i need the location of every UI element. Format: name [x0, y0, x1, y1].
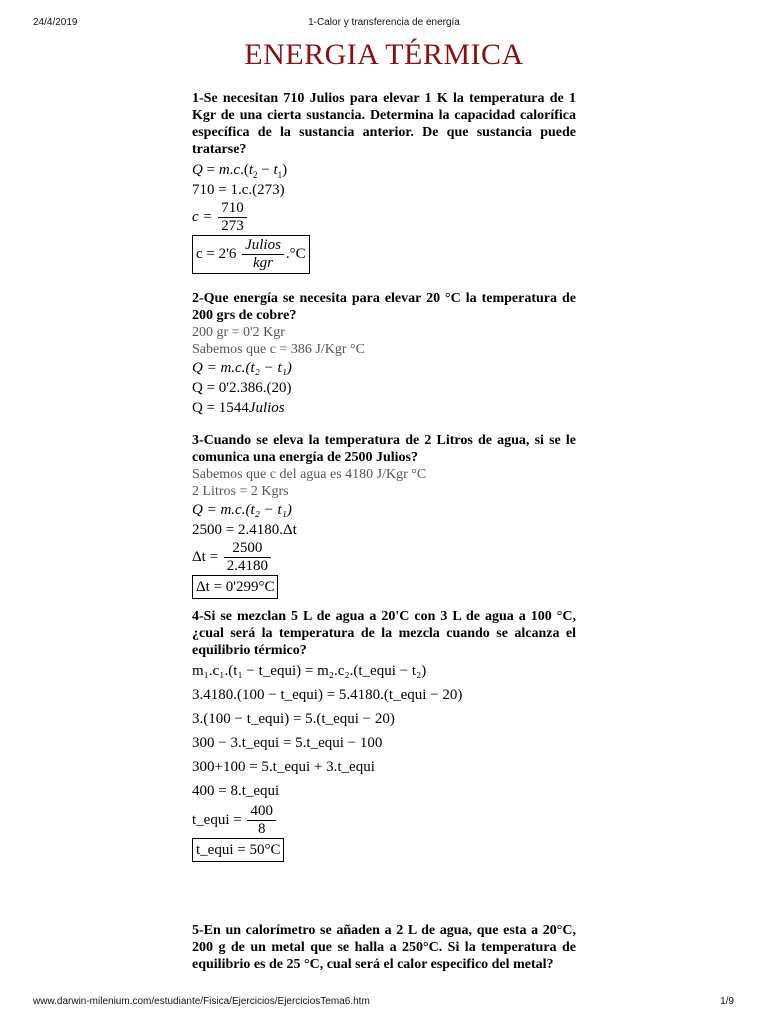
problem-1-eq4-numerator: Julios: [242, 237, 284, 255]
problem-3-result-box: Δt = 0'299°C: [192, 575, 278, 599]
problem-3-eq4: [192, 575, 576, 599]
problem-4-eq5: 300+100 = 5.t_equi + 3.t_equi: [192, 759, 375, 775]
problem-4: [192, 608, 576, 862]
problem-3-eq3: [192, 540, 576, 575]
problem-4-result-box: t_equi = 50°C: [192, 838, 284, 862]
problem-1-eq3-numerator: 710: [218, 200, 247, 218]
problem-2-eq3-unit: Julios: [248, 400, 285, 416]
problem-1-eq3-lhs: c =: [192, 208, 213, 225]
problem-2-note-c: Sabemos que c = 386 J/Kgr °C: [192, 342, 365, 357]
print-title: 1-Calor y transferencia de energía: [308, 17, 460, 28]
problem-4-eq7-numerator: 400: [247, 803, 276, 821]
problem-3-eq2: 2500 = 2.4180.Δt: [192, 522, 297, 538]
print-url: www.darwin-milenium.com/estudiante/Fisica/Ejercicios/EjerciciosTema6.htm: [33, 996, 370, 1007]
problem-3-eq3-lhs: Δt =: [192, 548, 219, 565]
problem-1-eq4-tail: .°C: [285, 245, 306, 262]
problem-3-note-mass: 2 Litros = 2 Kgrs: [192, 484, 289, 499]
problem-4-eq2: 3.4180.(100 − t_equi) = 5.4180.(t_equi − 20): [192, 687, 463, 703]
problem-1-eq2: 710 = 1.c.(273): [192, 182, 285, 198]
problem-4-eq6: 400 = 8.t_equi: [192, 783, 280, 799]
print-page-number: 1/9: [720, 996, 734, 1007]
problem-4-eq7: [192, 803, 576, 838]
problem-1: [192, 90, 576, 274]
problem-5: [192, 922, 576, 973]
problem-2-eq2: Q = 0'2.386.(20): [192, 380, 292, 396]
problem-3-note-c: Sabemos que c del agua es 4180 J/Kgr °C: [192, 467, 427, 482]
problem-1-result-box: [192, 235, 310, 274]
problem-3-eq3-numerator: 2500: [224, 540, 271, 558]
problem-2-question: 2-Que energía se necesita para elevar 20 °C la temperatura de 200 grs de cobre?: [192, 291, 576, 323]
problem-1-equations: [192, 160, 576, 274]
problem-2-eq1: Q = m.c.(t₂ − t₁): [192, 360, 292, 376]
problem-1-eq3: [192, 200, 576, 235]
page-title: ENERGIA TÉRMICA: [244, 38, 524, 71]
problem-2: [192, 290, 576, 418]
problem-4-eq1: m₁.c₁.(t₁ − t_equi) = m₂.c₂.(t_equi − t₂): [192, 663, 427, 679]
problem-4-eq7-denominator: 8: [257, 821, 266, 837]
problem-4-eq7-lhs: t_equi =: [192, 811, 242, 828]
problem-1-question: 1-Se necesitan 710 Julios para elevar 1 K la temperatura de 1 Kgr de una cierta sustancia. Determina la capacidad calorífica específica de la sustancia anterior. De que sustancia puede tratarse?: [192, 91, 576, 157]
problem-3-eq3-denominator: 2.4180: [226, 558, 269, 574]
problem-1-eq3-denominator: 273: [221, 218, 244, 234]
problem-3-question: 3-Cuando se eleva la temperatura de 2 Litros de agua, si se le comunica una energía de 2500 Julios?: [192, 433, 576, 465]
problem-2-note-mass: 200 gr = 0'2 Kgr: [192, 325, 285, 340]
problem-4-eq8: [192, 838, 576, 862]
problem-5-question: 5-En un calorímetro se añaden a 2 L de agua, que esta a 20°C, 200 g de un metal que se halla a 250°C. Si la temperatura de equilibrio es de 25 °C, cual será el calor especifico del metal?: [192, 923, 576, 972]
problem-1-eq4: [192, 235, 576, 274]
problem-1-eq4-denominator: kgr: [253, 255, 273, 271]
problem-3-eq1: Q = m.c.(t₂ − t₁): [192, 502, 292, 518]
problem-3: [192, 432, 576, 599]
problem-2-eq3-lhs: Q = 1544: [192, 400, 249, 416]
problem-1-eq1: $Q = m.c.(t_2 - t_1)$: [192, 162, 288, 180]
problem-4-eq3: 3.(100 − t_equi) = 5.(t_equi − 20): [192, 711, 395, 727]
problem-4-eq4: 300 − 3.t_equi = 5.t_equi − 100: [192, 735, 383, 751]
problem-2-eq3: [192, 398, 576, 418]
problem-1-eq4-lhs: c = 2'6: [196, 245, 237, 262]
print-date: 24/4/2019: [33, 17, 78, 28]
problem-4-question: 4-Si se mezclan 5 L de agua a 20'C con 3 L de agua a 100 °C, ¿cual será la temperatura de la mezcla cuando se alcanza el equilibrio térmico?: [192, 609, 576, 658]
